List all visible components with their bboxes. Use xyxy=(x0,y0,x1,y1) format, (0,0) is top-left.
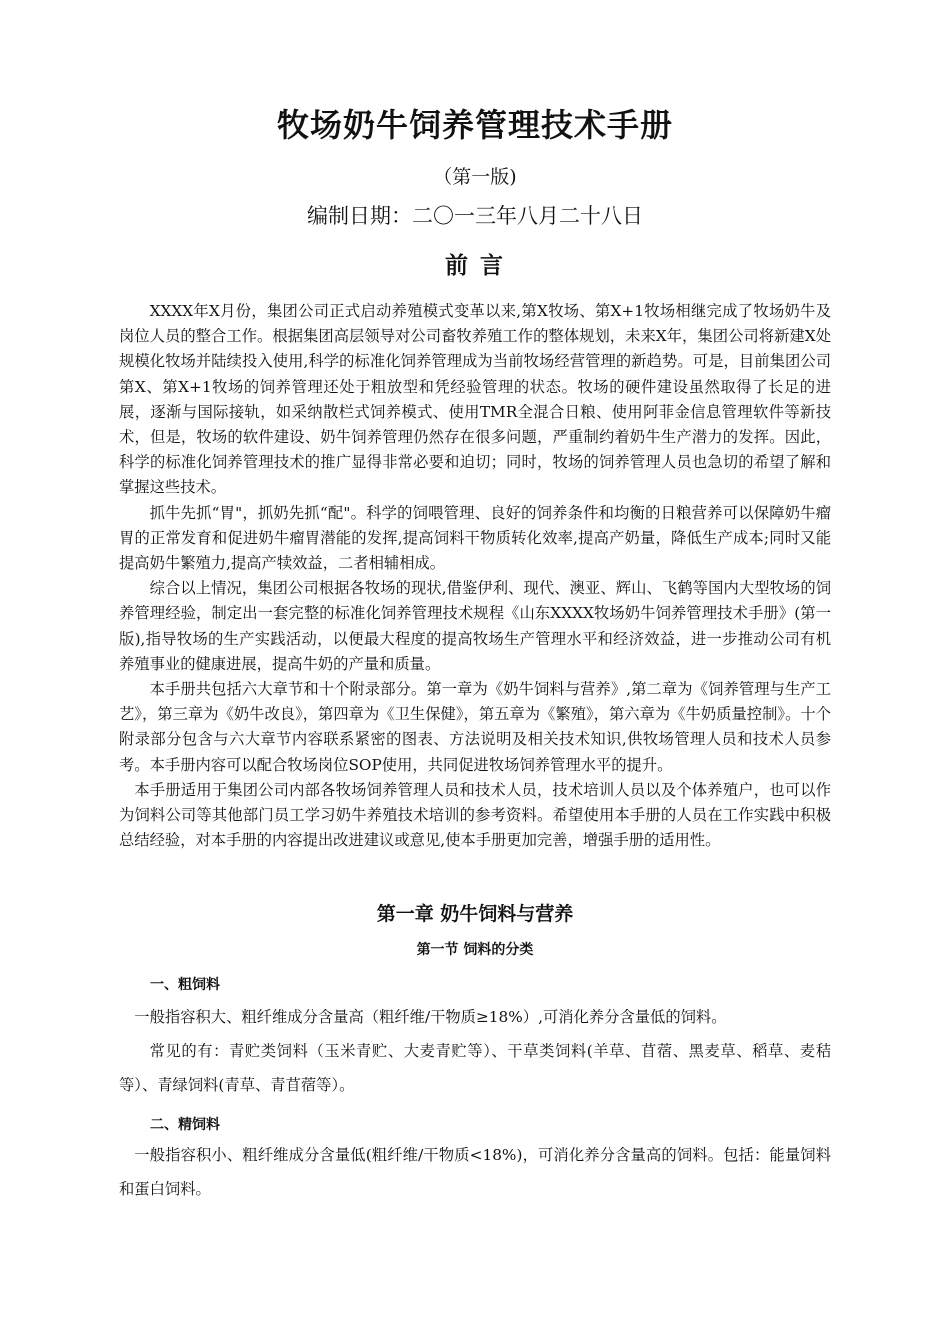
roughage-examples: 常见的有：青贮类饲料（玉米青贮、大麦青贮等）、干草类饲料(羊草、苜蓿、黑麦草、稻草、麦秸等）、青绿饲料(青草、青苜蓿等）。 xyxy=(119,1042,831,1094)
preface-paragraph-2: 抓牛先抓“胃"，抓奶先抓“配"。科学的饲喂管理、良好的饲养条件和均衡的日粮营养可以保障奶牛瘤胃的正常发育和促进奶牛瘤胃潜能的发挥,提高饲料干物质转化效率,提高产奶量，降低生产成本;同时又能提高奶牛繁殖力,提高产犊效益，二者相辅相成。 xyxy=(119,503,831,573)
roughage-text xyxy=(119,1000,831,1102)
concentrate-text xyxy=(119,1138,831,1206)
preface-paragraph-1: XXXX年X月份，集团公司正式启动养殖模式变革以来,第X牧场、第X+1牧场相继完成了牧场奶牛及岗位人员的整合工作。根据集团高层领导对公司畜牧养殖工作的整体规划，未来X年，集团公司将新建X处规模化牧场并陆续投入使用,科学的标准化饲养管理成为当前牧场经营管理的新趋势。可是，目前集团公司第X、第X+1牧场的饲养管理还处于粗放型和凭经验管理的状态。牧场的硬件建设虽然取得了长足的进展，逐渐与国际接轨，如采纳散栏式饲养模式、使用TMR全混合日粮、使用阿菲金信息管理软件等新技术，但是，牧场的软件建设、奶牛饲养管理仍然存在很多问题，严重制约着奶牛生产潜力的发挥。因此，科学的标准化饲养管理技术的推广显得非常必要和迫切；同时，牧场的饲养管理人员也急切的希望了解和掌握这些技术。 xyxy=(119,302,831,497)
preface-paragraph-4: 本手册共包括六大章节和十个附录部分。第一章为《奶牛饲料与营养》,第二章为《饲养管理与生产工艺》，第三章为《奶牛改良》，第四章为《卫生保健》，第五章为《繁殖》，第六章为《牛奶质量控制》。十个附录部分包含与六大章节内容联系紧密的图表、方法说明及相关技术知识,供牧场管理人员和技术人员参考。本手册内容可以配合牧场岗位SOP使用，共同促进牧场饲养管理水平的提升。 xyxy=(119,680,831,774)
preface-heading: 前 言 xyxy=(444,253,505,279)
concentrate-definition: 一般指容积小、粗纤维成分含量低(粗纤维/干物质<18%)，可消化养分含量高的饲料。包括：能量饲料和蛋白饲料。 xyxy=(119,1146,831,1198)
roughage-definition: 一般指容积大、粗纤维成分含量高（粗纤维/干物质≥18%）,可消化养分含量低的饲料。 xyxy=(134,1008,727,1026)
preface-paragraph-3: 综合以上情况，集团公司根据各牧场的现状,借鉴伊利、现代、澳亚、辉山、飞鹤等国内大型牧场的饲养管理经验，制定出一套完整的标准化饲养管理技术规程《山东XXXX牧场奶牛饲养管理技术手册》(第一版),指导牧场的生产实践活动，以便最大程度的提高牧场生产管理水平和经济效益，进一步推动公司有机养殖事业的健康进展，提高牛奶的产量和质量。 xyxy=(119,579,831,673)
edition-label: （第一版) xyxy=(433,166,517,188)
subsection-roughage: 一、粗饲料 xyxy=(150,977,220,993)
preface-paragraph-5: 本手册适用于集团公司内部各牧场饲养管理人员和技术人员，技术培训人员以及个体养殖户，也可以作为饲料公司等其他部门员工学习奶牛养殖技术培训的参考资料。希望使用本手册的人员在工作实践中积极总结经验，对本手册的内容提出改进建议或意见,使本手册更加完善，增强手册的适用性。 xyxy=(119,780,831,850)
chapter-title: 第一章 奶牛饲料与营养 xyxy=(376,903,574,925)
compile-date: 编制日期：二〇一三年八月二十八日 xyxy=(307,204,643,228)
preface-body xyxy=(119,299,831,853)
document-title: 牧场奶牛饲养管理技术手册 xyxy=(276,106,673,144)
section-title: 第一节 饲料的分类 xyxy=(416,942,534,958)
subsection-concentrate: 二、精饲料 xyxy=(150,1117,220,1133)
